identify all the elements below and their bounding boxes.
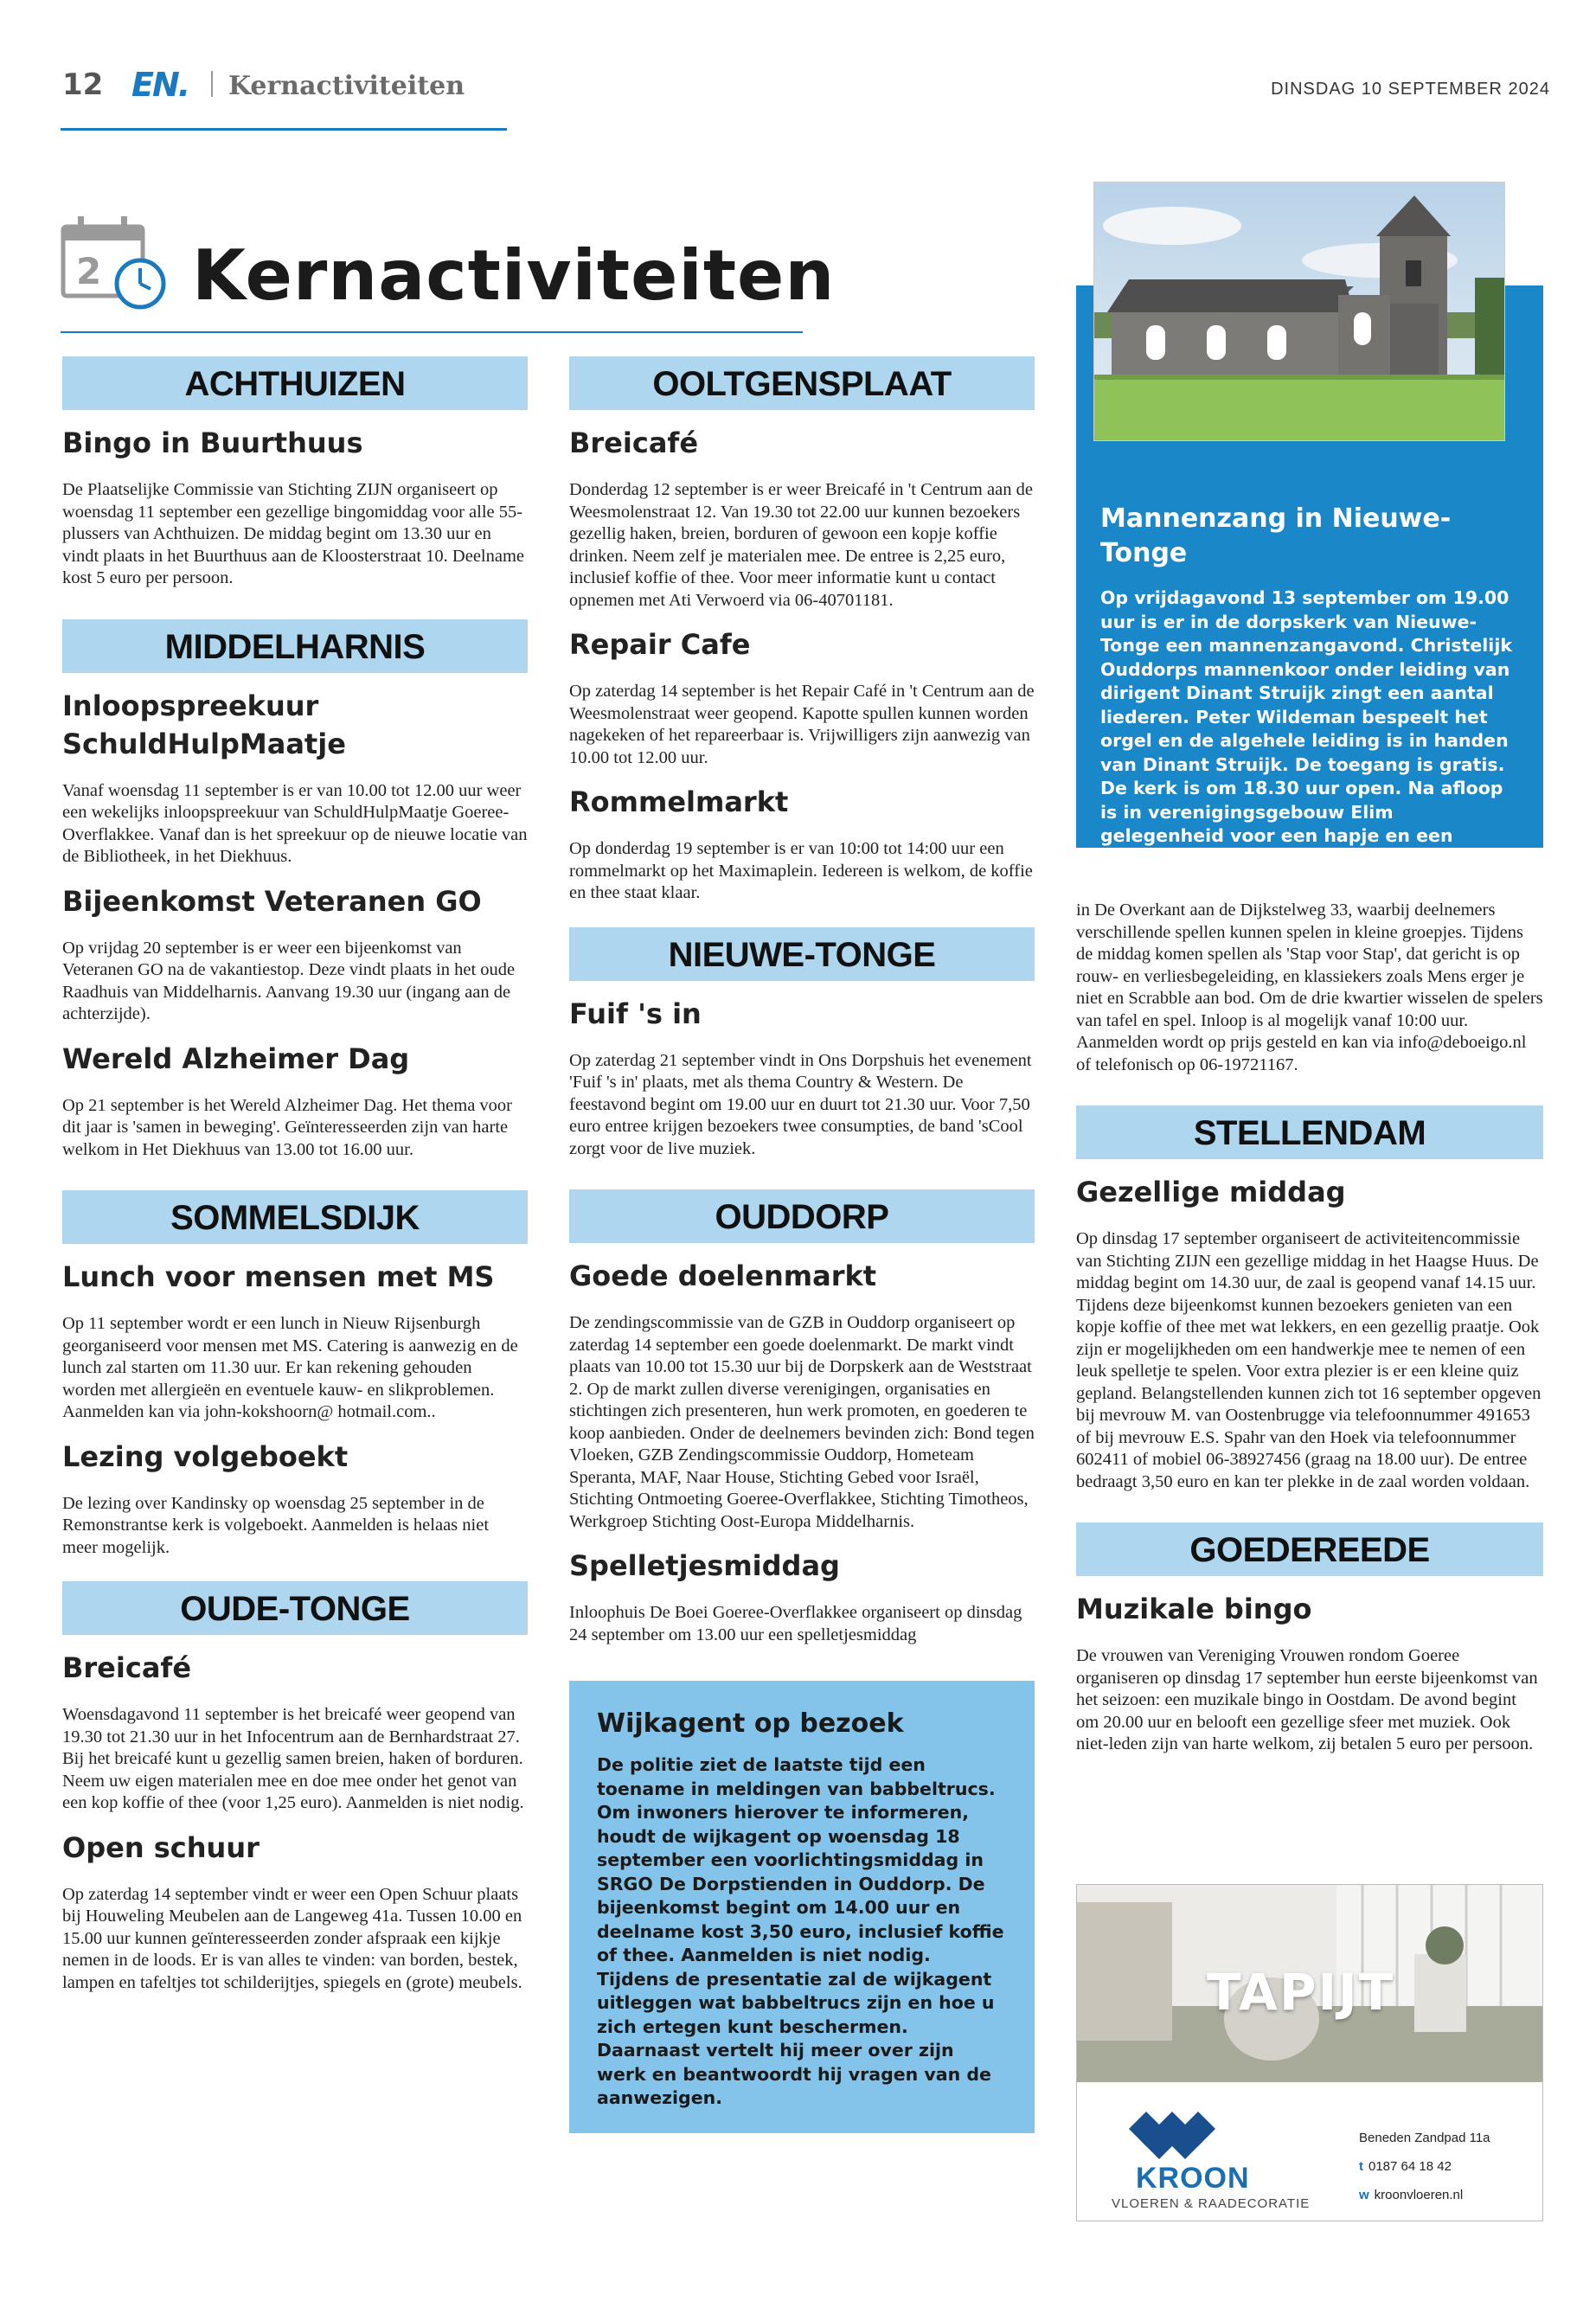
info-box-body: De politie ziet de laatste tijd een toename in meldingen van babbeltrucs. Om inwoners hierover te informeren, houdt de wijkagent op woensdag 18 september een voorlichtingsmiddag in SRGO De Dorpstienden in Ouddorp. De bijeenkomst begint om 14.00 uur en deelname kost 3,50 euro, inclusief koffie of thee. Aanmelden is niet nodig. Tijdens de presentatie zal de wijkagent uitleggen wat babbeltrucs zijn en hoe u zich ertegen kunt beschermen. Daarnaast vertelt hij meer over zijn werk en beantwoordt hij vragen van de aanwezigen. bbox=[597, 1754, 1004, 2108]
ad-website: kroonvloeren.nl bbox=[1374, 2188, 1464, 2202]
article-body: Inloophuis De Boei Goeree-Overflakkee organiseert op dinsdag 24 september om 13.00 uur een spelletjesmiddag bbox=[569, 1603, 1022, 1644]
article-body: De zendingscommissie van de GZB in Ouddorp organiseert op zaterdag 14 september een goede doelenmarkt. De markt vindt plaats van 10.00 tot 15.30 uur bij de Dorpskerk aan de Weststraat 2. Op de markt zullen diverse verenigingen, organisaties en stichtingen zich presenteren, hun werk promoten, en goederen te koop aanbieden. Onder de deelnemers bevinden zich: Bond tegen Vloeken, GZB Zendingscommissie Ouddorp, Hometeam Speranta, MAF, Naar House, Stichting Gebed voor Israël, Stichting Ontmoeting Goeree-Overflakkee, Stichting Timotheos, Werkgroep Stichting Oost-Europa Middelharnis. bbox=[569, 1313, 1035, 1531]
article-title: Rommelmarkt bbox=[569, 785, 789, 818]
article-title: Inloopspreekuur SchuldHulpMaatje bbox=[62, 689, 346, 760]
article-title: Breicafé bbox=[569, 426, 699, 459]
ad-phone-row[interactable] bbox=[1359, 2152, 1490, 2181]
article-title: Lunch voor mensen met MS bbox=[62, 1260, 495, 1293]
article-title: Spelletjesmiddag bbox=[569, 1549, 840, 1582]
article-title: Open schuur bbox=[62, 1830, 260, 1864]
article-body: Op dinsdag 17 september organiseert de activiteitencommissie van Stichting ZIJN een gezellige middag in het Haagse Huus. De middag begint om 14.30 uur, de zaal is geopend vanaf 14.15 uur. Tijdens deze bijeenkomst kunnen bezoekers genieten van een kopje koffie of thee met wat lekkers, en een gezellig praatje. Ook zijn er mogelijkheden om een handwerkje mee te nemen of een leuk spelletje te spelen. Voor extra plezier is er een kleine quiz gepland. Belangstellenden kunnen zich tot 16 september opgeven bij mevrouw M. van Oostenbrugge via telefoonnummer 491653 of bij mevrouw E.S. Spahr van den Hoek via telefoonnummer 602411 of mobiel 06-38927456 (graag na 18.00 uur). De entree bedraagt 3,50 euro en kan ter plekke in de zaal worden voldaan. bbox=[1076, 1229, 1542, 1491]
ad-address: Beneden Zandpad 11a bbox=[1359, 2131, 1490, 2145]
info-box-title: Wijkagent op bezoek bbox=[597, 1708, 904, 1739]
ad-tagline: VLOEREN & RAADECORATIE bbox=[1112, 2196, 1311, 2211]
article-title: Repair Cafe bbox=[569, 628, 751, 661]
town-heading-ooltgensplaat: OOLTGENSPLAAT bbox=[569, 356, 1035, 410]
svg-text:2: 2 bbox=[76, 250, 102, 292]
article-title: Bingo in Buurthuus bbox=[62, 426, 363, 459]
article-body: Op zaterdag 21 september vindt in Ons Dorpshuis het evenement 'Fuif 's in' plaats, met als thema Country & Western. De feestavond begint om 19.00 uur en duurt tot 21.30 uur. Voor 7,50 euro entree krijgen bezoekers twee consumpties, de band 'sCool zorgt voor de live muziek. bbox=[569, 1050, 1032, 1158]
article-body: De Plaatselijke Commissie van Stichting ZIJN organiseert op woensdag 11 september een gezellige bingomiddag voor alle 55-plussers van Achthuizen. De middag begint om 13.30 uur en vindt plaats in het Buurthuus aan de Kloosterstraat 10. Deelname kost 5 euro per persoon. bbox=[62, 480, 525, 587]
column-2 bbox=[569, 356, 1035, 2133]
article-body: Op 21 september is het Wereld Alzheimer Dag. Het thema voor dit jaar is 'samen in beweging'. Geïnteresseerden zijn van harte welkom in Het Diekhuus van 13.00 tot 16.00 uur. bbox=[62, 1095, 512, 1159]
page-number: 12 bbox=[62, 67, 104, 102]
ad-phone: 0187 64 18 42 bbox=[1368, 2159, 1452, 2174]
article-title: Bijeenkomst Veteranen GO bbox=[62, 884, 482, 918]
title-rule bbox=[61, 331, 803, 333]
article-body: Woensdagavond 11 september is het breicafé weer geopend van 19.30 tot 21.30 uur in het Infocentrum aan de Bernhardstraat 27. Bij het breicafé kunt u gezellig samen breien, haken of borduren. Neem uw eigen materialen mee en doe mee onder het genot van een kop koffie of thee (voor 1,25 euro). Aanmelden is niet nodig. bbox=[62, 1705, 524, 1812]
church-image bbox=[1094, 183, 1505, 441]
page-title: Kernactiviteiten bbox=[192, 235, 836, 316]
article-body-continued: in De Overkant aan de Dijkstelweg 33, waarbij deelnemers verschillende spellen kunnen spelen in kleine groepjes. Tijdens de middag komen spellen als 'Stap voor Stap', dat gericht is op rouw- en verliesbegeleiding, en klassiekers zoals Mens erger je niet en Scrabble aan bod. Om de drie kwartier wisselen de spelers van tafel en spel. Inloop is al mogelijk vanaf 10:00 uur. Aanmelden wordt op prijs gesteld en kan via info@deboeigo.nl of telefonisch op 06-19721167. bbox=[1076, 901, 1543, 1074]
web-key: w bbox=[1359, 2188, 1369, 2202]
info-box-wijkagent bbox=[569, 1681, 1035, 2133]
article-body: Op 11 september wordt er een lunch in Nieuw Rijsenburgh georganiseerd voor mensen met MS. Catering is aanwezig en de lunch zal starten om 11.30 uur. Er kan rekening gehouden worden met allergieën en eventuele kauw- en slikproblemen. Aanmelden kan via john-kokshoorn@ hotmail.com.. bbox=[62, 1314, 518, 1421]
article-title: Wereld Alzheimer Dag bbox=[62, 1042, 410, 1075]
town-heading-goedereede: GOEDEREEDE bbox=[1076, 1522, 1543, 1576]
column-3 bbox=[1076, 900, 1543, 1756]
town-heading-sommelsdijk: SOMMELSDIJK bbox=[62, 1190, 528, 1244]
article-title: Lezing volgeboekt bbox=[62, 1439, 349, 1473]
kroon-logo-icon bbox=[1112, 2103, 1285, 2163]
article-body: Op zaterdag 14 september vindt er weer een Open Schuur plaats bij Houweling Meubelen aan de Langeweg 41a. Tussen 10.00 en 15.00 uur kunnen geïnteresseerden zonder afspraak een kijkje nemen in de loods. Er is van alles te vinden: van borden, bestek, lampen en tafeltjes tot schilderijtjes, spiegels en (grote) meubels. bbox=[62, 1884, 522, 1992]
feature-article bbox=[1076, 502, 1543, 872]
ad-headline: TAPIJT bbox=[1207, 1963, 1395, 2022]
issue-date: DINSDAG 10 SEPTEMBER 2024 bbox=[1271, 80, 1550, 99]
article-title: Goede doelenmarkt bbox=[569, 1259, 877, 1292]
calendar-clock-icon bbox=[61, 215, 168, 311]
newspaper-logo[interactable]: EN. bbox=[131, 66, 189, 104]
phone-key: t bbox=[1359, 2159, 1363, 2174]
header-divider bbox=[211, 71, 213, 97]
town-heading-achthuizen: ACHTHUIZEN bbox=[62, 356, 528, 410]
town-heading-ouddorp: OUDDORP bbox=[569, 1189, 1035, 1243]
article-title: Breicafé bbox=[62, 1651, 192, 1684]
ad-web-row[interactable] bbox=[1359, 2181, 1490, 2209]
town-heading-oude-tonge: OUDE-TONGE bbox=[62, 1581, 528, 1635]
church-photo bbox=[1093, 182, 1505, 441]
town-heading-nieuwe-tonge: NIEUWE-TONGE bbox=[569, 927, 1035, 981]
article-body: Vanaf woensdag 11 september is er van 10.00 tot 12.00 uur weer een wekelijks inloopspreekuur van SchuldHulpMaatje Goeree-Overflakkee. Vanaf dan is het spreekuur op de nieuwe locatie van de Bibliotheek, in het Diekhuus. bbox=[62, 780, 528, 866]
article-body: De lezing over Kandinsky op woensdag 25 september in de Remonstrantse kerk is volgeboekt. Aanmelden is helaas niet meer mogelijk. bbox=[62, 1493, 490, 1557]
town-heading-middelharnis: MIDDELHARNIS bbox=[62, 619, 528, 673]
column-1 bbox=[62, 356, 528, 1994]
page-header bbox=[62, 67, 1550, 102]
town-heading-stellendam: STELLENDAM bbox=[1076, 1106, 1543, 1159]
ad-contact bbox=[1359, 2124, 1490, 2209]
section-name[interactable]: Kernactiviteiten bbox=[228, 71, 465, 101]
article-title: Muzikale bingo bbox=[1076, 1593, 1312, 1625]
feature-title: Mannenzang in Nieuwe-Tonge bbox=[1100, 503, 1452, 568]
article-body: De vrouwen van Vereniging Vrouwen rondom Goeree organiseren op dinsdag 17 september hun eerste bijeenkomst van het seizoen: een muzikale bingo in Oostdam. De avond begint om 20.00 uur en belooft een gezellige sfeer met muziek. Ook niet-leden zijn van harte welkom, zij betalen 5 euro per persoon. bbox=[1076, 1646, 1538, 1753]
ad-brand: KROON bbox=[1136, 2162, 1250, 2195]
article-body: Donderdag 12 september is er weer Breicafé in 't Centrum aan de Weesmolenstraat 12. Van 19.30 tot 22.00 uur kunnen bezoekers gezellig haken, breien, borduren of gewoon een kopje koffie drinken. Neem zelf je materialen mee. De entree is 2,25 euro, inclusief koffie of thee. Voor meer informatie kunt u contact opnemen met Ati Verwoerd via 06-40701181. bbox=[569, 480, 1033, 610]
article-title: Gezellige middag bbox=[1076, 1176, 1346, 1208]
article-body: Op donderdag 19 september is er van 10:00 tot 14:00 uur een rommelmarkt op het Maximaplein. Iedereen is welkom, de koffie en thee staat klaar. bbox=[569, 839, 1033, 902]
advertisement-kroon[interactable] bbox=[1076, 1884, 1543, 2221]
header-rule bbox=[61, 128, 507, 131]
article-body: Op zaterdag 14 september is het Repair Café in 't Centrum aan de Weesmolenstraat weer geopend. Kapotte spullen kunnen worden nagekeken of het repareerbaar is. Vrijwilligers zijn aanwezig van 10.00 tot 12.00 uur. bbox=[569, 682, 1035, 767]
article-body: Op vrijdag 20 september is er weer een bijeenkomst van Veteranen GO na de vakantiestop. Deze vindt plaats in het oude Raadhuis van Middelharnis. Aanvang 19.30 uur (ingang aan de achterzijde). bbox=[62, 938, 516, 1023]
article-title: Fuif 's in bbox=[569, 997, 702, 1030]
feature-body: Op vrijdagavond 13 september om 19.00 uur is er in de dorpskerk van Nieuwe-Tonge een mannenzangavond. Christelijk Ouddorps mannenkoor onder leiding van dirigent Dinant Struijk zingt een aantal liederen. Peter Wildeman bespeelt het orgel en de algehele leiding is in handen van Dinant Struijk. De toegang is gratis. De kerk is om 18.30 uur open. Na afloop is in verenigingsgebouw Elim gelegenheid voor een hapje en een drankje. bbox=[1100, 587, 1512, 870]
